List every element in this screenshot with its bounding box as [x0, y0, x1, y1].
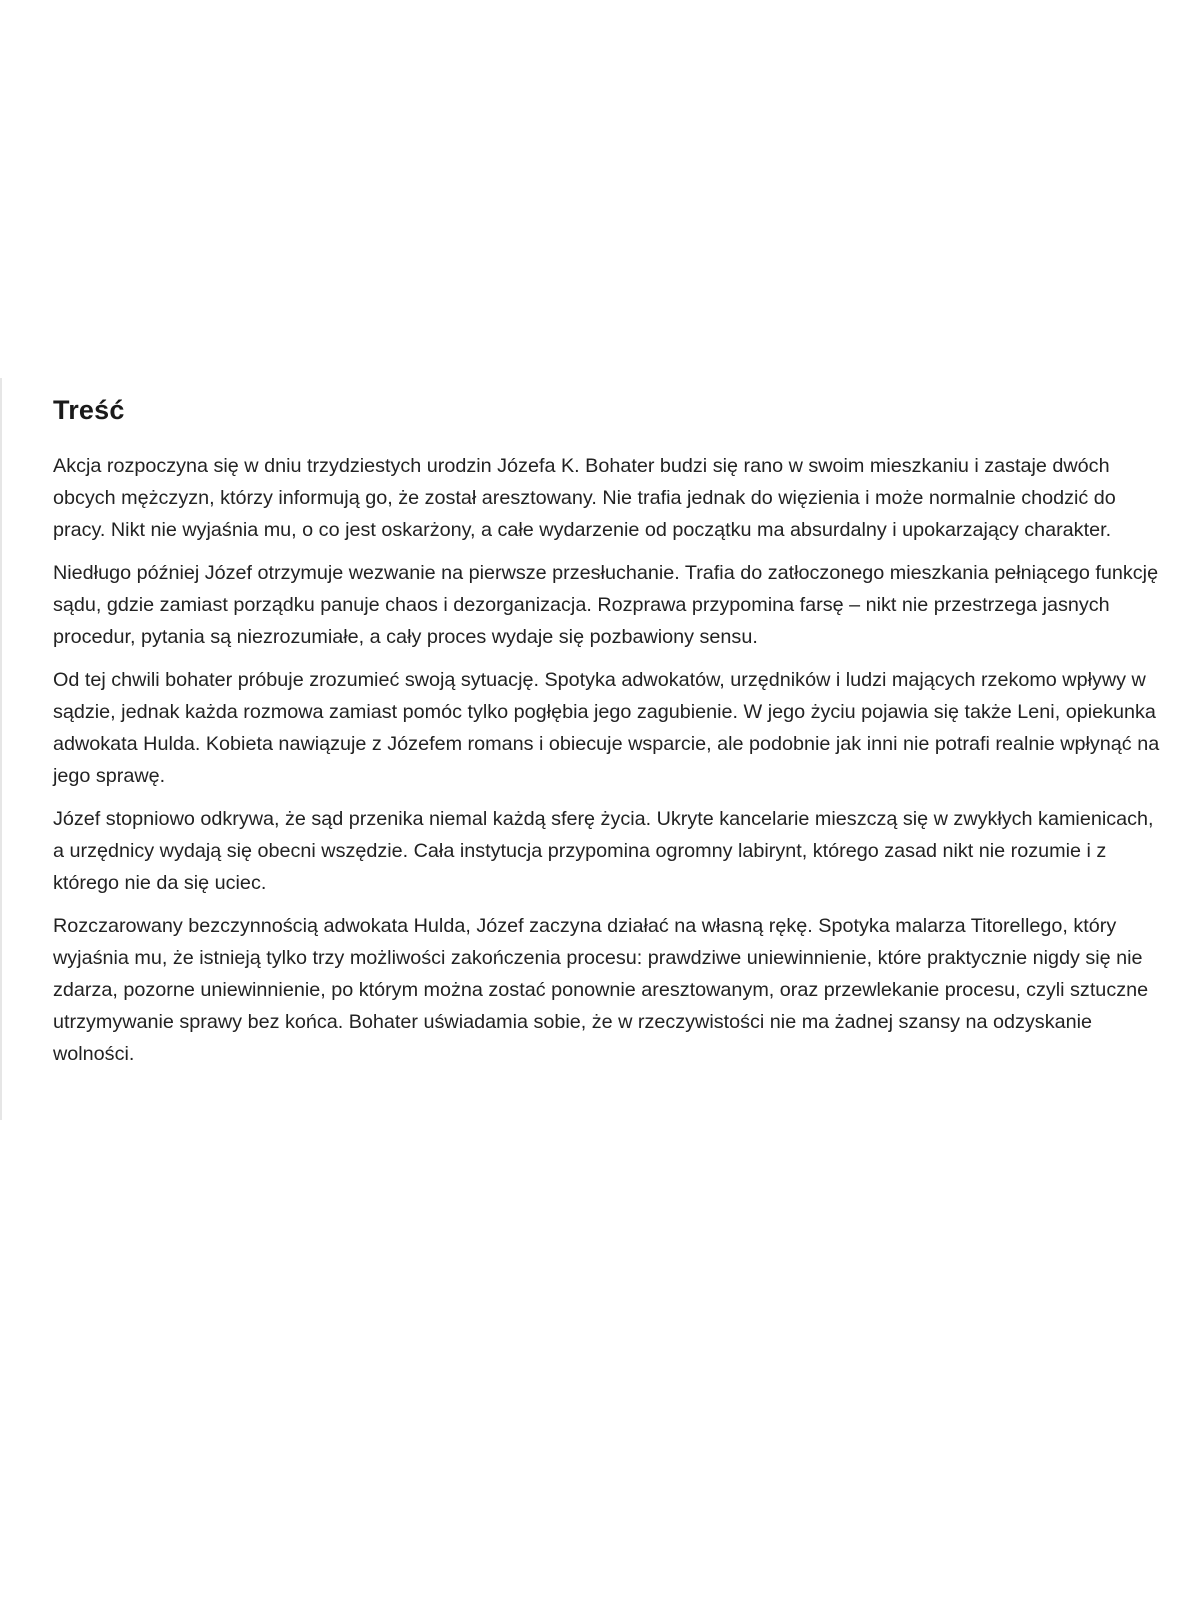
paragraph-4: Józef stopniowo odkrywa, że sąd przenika niemal każdą sferę życia. Ukryte kancelarie mieszczą się w zwykłych kamienicach, a urzędnicy wydają się obecni wszędzie. Cała instytucja przypomina ogromny labirynt, którego zasad nikt nie rozumie i z którego nie da się uciec. — [53, 808, 1154, 894]
paragraph-2: Niedługo później Józef otrzymuje wezwanie na pierwsze przesłuchanie. Trafia do zatłoczonego mieszkania pełniącego funkcję sądu, gdzie zamiast porządku panuje chaos i dezorganizacja. Rozprawa przypomina farsę – nikt nie przestrzega jasnych procedur, pytania są niezrozumiałe, a cały proces wydaje się pozbawiony sensu. — [53, 562, 1159, 648]
paragraph-5: Rozczarowany bezczynnością adwokata Hulda, Józef zaczyna działać na własną rękę. Spotyka malarza Titorellego, który wyjaśnia mu, że istnieją tylko trzy możliwości zakończenia procesu: prawdziwe uniewinnienie, które praktycznie nigdy się nie zdarza, pozorne uniewinnienie, po którym można zostać ponownie aresztowanym, oraz przewlekanie procesu, czyli sztuczne utrzymywanie sprawy bez końca. Bohater uświadamia sobie, że w rzeczywistości nie ma żadnej szansy na odzyskanie wolności. — [53, 915, 1149, 1065]
paragraph-1: Akcja rozpoczyna się w dniu trzydziestych urodzin Józefa K. Bohater budzi się rano w swoim mieszkaniu i zastaje dwóch obcych mężczyzn, którzy informują go, że został aresztowany. Nie trafia jednak do więzienia i może normalnie chodzić do pracy. Nikt nie wyjaśnia mu, o co jest oskarżony, a całe wydarzenie od początku ma absurdalny i upokarzający charakter. — [53, 455, 1116, 541]
section-heading: Treść — [53, 395, 125, 425]
paragraph-3: Od tej chwili bohater próbuje zrozumieć swoją sytuację. Spotyka adwokatów, urzędników i ludzi mających rzekomo wpływy w sądzie, jednak każda rozmowa zamiast pomóc tylko pogłębia jego zagubienie. W jego życiu pojawia się także Leni, opiekunka adwokata Hulda. Kobieta nawiązuje z Józefem romans i obiecuje wsparcie, ale podobnie jak inni nie potrafi realnie wpłynąć na jego sprawę. — [53, 669, 1160, 787]
content-section — [0, 378, 1200, 1120]
section-body — [53, 450, 1163, 1081]
